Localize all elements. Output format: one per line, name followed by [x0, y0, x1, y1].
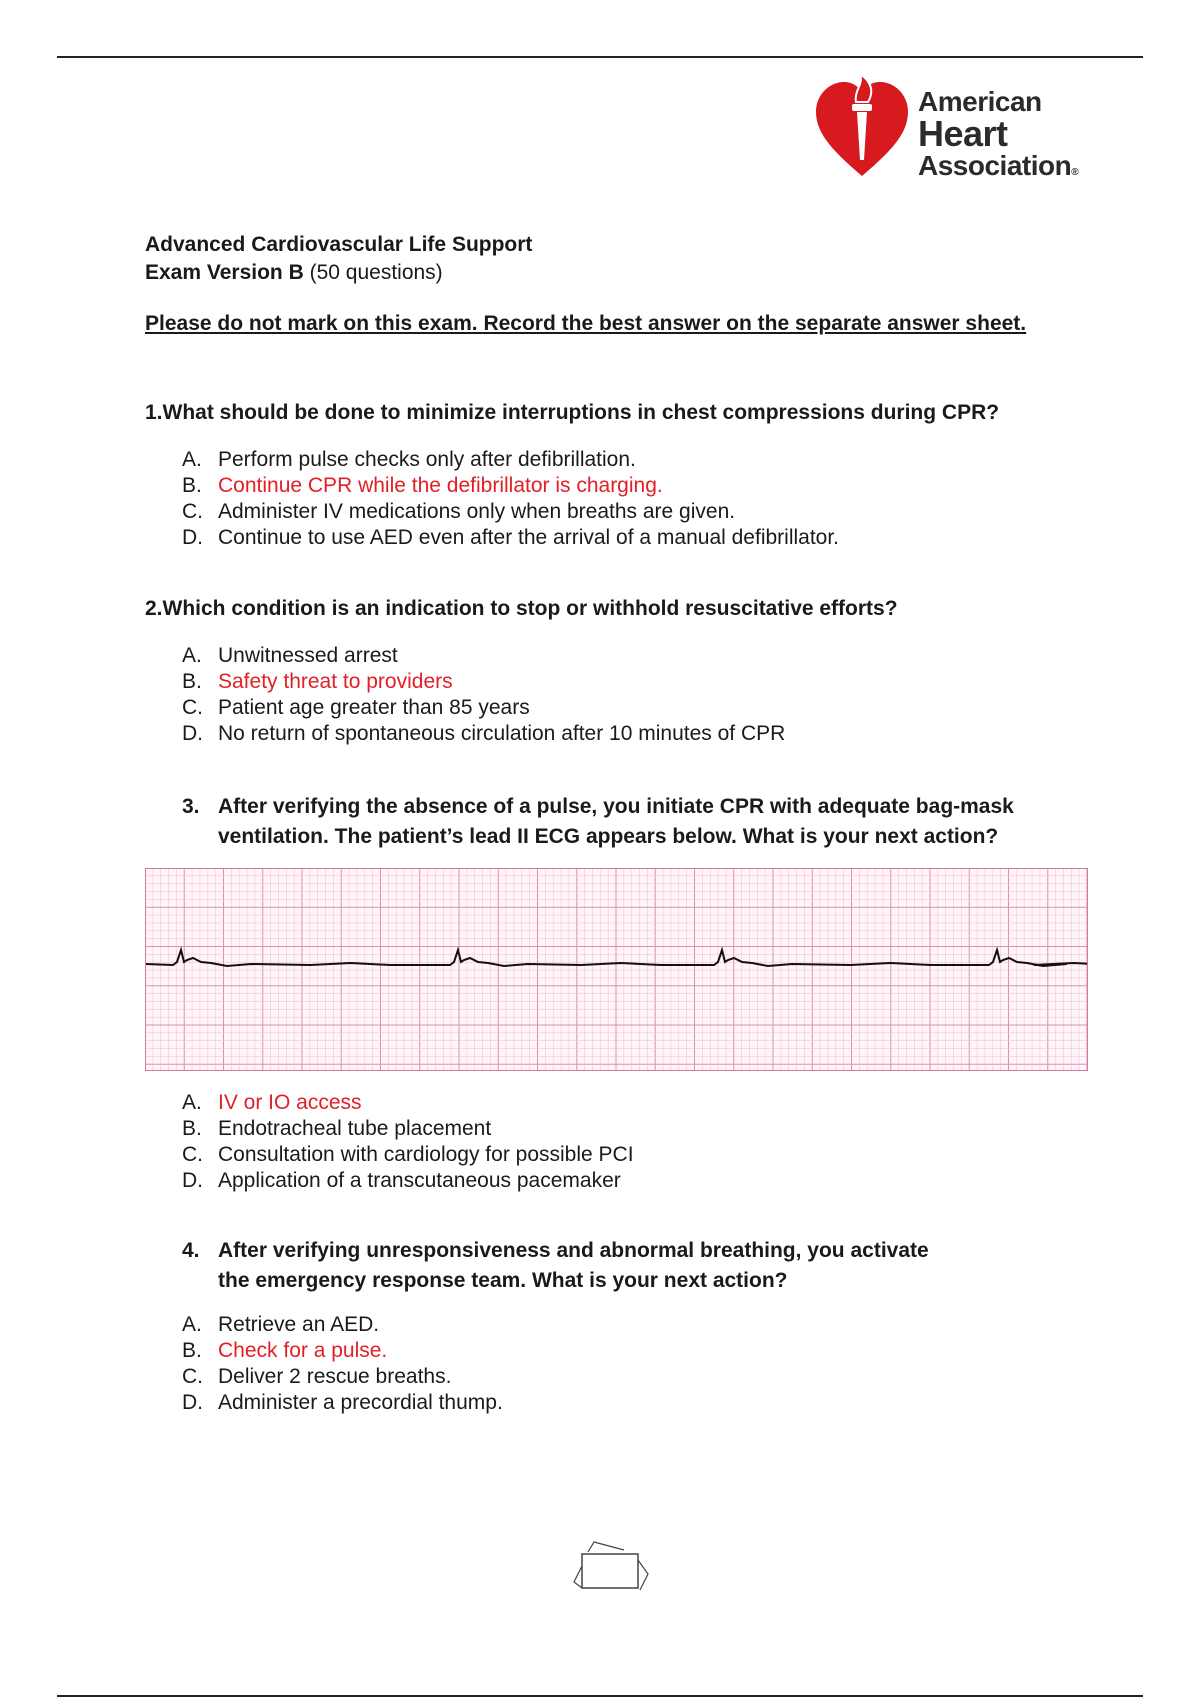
page-turn-icon: [566, 1538, 666, 1598]
question-2: [145, 594, 898, 624]
logo-line-1: American: [918, 86, 1042, 117]
bottom-rule: [57, 1695, 1143, 1697]
question-3: [182, 792, 1062, 852]
option-a: A. Retrieve an AED.: [182, 1313, 380, 1336]
option-c: C. Deliver 2 rescue breaths.: [182, 1365, 452, 1388]
question-2-options: [182, 643, 785, 747]
option-b: B. Continue CPR while the defibrillator is charging.: [182, 474, 663, 497]
question-text-line-2: the emergency response team. What is your next action?: [218, 1269, 788, 1292]
option-c: C. Administer IV medications only when breaths are given.: [182, 500, 736, 523]
option-a: A. Unwitnessed arrest: [182, 644, 398, 667]
exam-version: Exam Version B (50 questions): [145, 261, 443, 284]
question-1-options: [182, 447, 839, 551]
question-4-options: [182, 1312, 503, 1416]
question-text-line-1: After verifying the absence of a pulse, you initiate CPR with adequate bag-mask: [218, 795, 1014, 818]
exam-header: [145, 231, 532, 287]
ecg-grid: [145, 868, 1088, 1071]
option-d: D. Application of a transcutaneous pacemaker: [182, 1169, 621, 1192]
option-d: D. No return of spontaneous circulation after 10 minutes of CPR: [182, 722, 786, 745]
ecg-strip: [145, 868, 1088, 1071]
option-b: B. Safety threat to providers: [182, 670, 453, 693]
option-a: A. Perform pulse checks only after defibrillation.: [182, 448, 636, 471]
question-4: [182, 1236, 1062, 1296]
option-a: A. IV or IO access: [182, 1091, 362, 1114]
question-number: 3.: [182, 795, 200, 818]
question-text-line-2: ventilation. The patient’s lead II ECG appears below. What is your next action?: [218, 825, 999, 848]
logo-wordmark: [918, 86, 1078, 188]
question-number: 1.: [145, 401, 163, 424]
option-c: C. Patient age greater than 85 years: [182, 696, 530, 719]
question-text: What should be done to minimize interruptions in chest compressions during CPR?: [162, 401, 1000, 424]
course-title: Advanced Cardiovascular Life Support: [145, 233, 533, 256]
option-d: D. Administer a precordial thump.: [182, 1391, 503, 1414]
logo-line-3: Association®: [918, 150, 1079, 181]
instructions: Please do not mark on this exam. Record the best answer on the separate answer sheet.: [145, 312, 1027, 335]
question-3-options: [182, 1090, 634, 1194]
option-c: C. Consultation with cardiology for possible PCI: [182, 1143, 634, 1166]
question-number: 2.: [145, 597, 163, 620]
question-text-line-1: After verifying unresponsiveness and abnormal breathing, you activate: [218, 1239, 929, 1262]
option-d: D. Continue to use AED even after the arrival of a manual defibrillator.: [182, 526, 840, 549]
top-rule: [57, 56, 1143, 58]
question-text: Which condition is an indication to stop or withhold resuscitative efforts?: [162, 597, 898, 620]
option-b: B. Check for a pulse.: [182, 1339, 388, 1362]
question-1: [145, 398, 999, 428]
logo-line-2: Heart: [918, 113, 1008, 154]
aha-logo: [814, 72, 1094, 182]
option-b: B. Endotracheal tube placement: [182, 1117, 492, 1140]
question-number: 4.: [182, 1239, 200, 1262]
heart-torch-icon: [814, 72, 910, 182]
